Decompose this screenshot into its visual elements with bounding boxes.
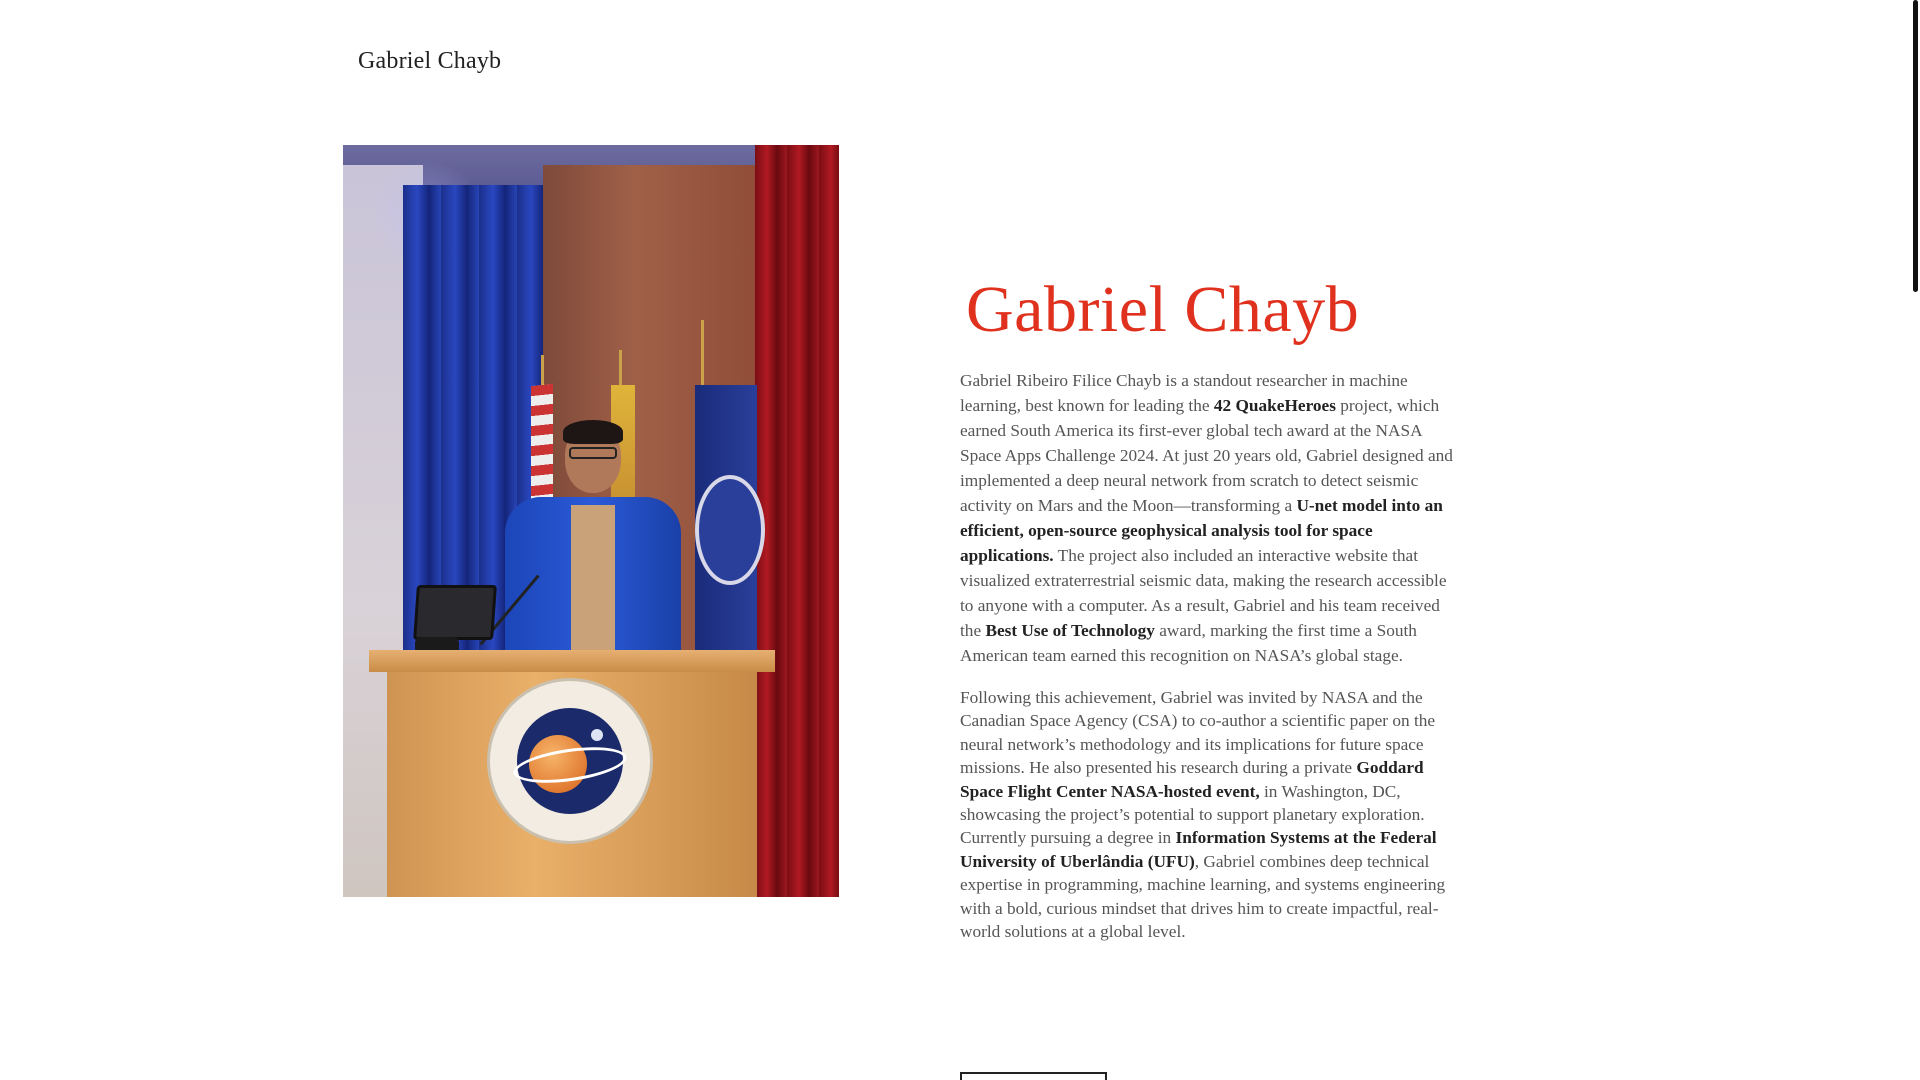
bio-text: award, marking the first time a South American team earned this recognition on NASA’s global stage. [960,621,1417,665]
bio-paragraph-1 [960,368,1455,668]
photo-nasa-seal-moon [591,729,603,741]
bio-text: Following this achievement, Gabriel was invited by NASA and the Canadian Space Agency (CSA) to co-author a scientific paper on the neural network’s methodology and its implications for future space missions. He also presented his research during a private [960,688,1436,778]
bio-text: in Washington, DC, showcasing the project’s potential to support planetary exploration. Currently pursuing a degree in [960,781,1425,848]
profile-photo [343,145,839,897]
bio-text: Gabriel Ribeiro Filice Chayb is a standout researcher in machine learning, best known for leading the [960,371,1408,415]
bio-paragraph-2 [960,686,1455,943]
bio-text: project, which earned South America its first-ever global tech award at the NASA Space Apps Challenge 2024. At just 20 years old, Gabriel designed and implemented a deep neural network from scratch to detect seismic activity on Mars and the Moon—transforming a [960,396,1453,515]
bio-highlight: 42 QuakeHeroes [1213,396,1336,415]
photo-nasa-flag-seal [695,475,765,585]
photo-red-curtain [755,145,839,897]
bio-highlight: U-net model into an efficient, open-source geophysical analysis tool for space applications. [960,496,1443,565]
bio-highlight: Information Systems at the Federal University of Uberlândia (UFU) [960,828,1437,871]
bio-highlight: Best Use of Technology [985,621,1155,640]
bio-text: , Gabriel combines deep technical expertise in programming, machine learning, and systems engineering with a bold, curious mindset that drives him to create impactful, real-world solutions at a global level. [960,851,1446,942]
scrollbar-thumb[interactable] [1913,0,1918,292]
cta-button[interactable] [960,1072,1107,1080]
bio-text: The project also included an interactive website that visualized extraterrestrial seismic data, making the research accessible to anyone with a computer. As a result, Gabriel and his team received the [960,546,1447,640]
photo-person-hair [563,420,623,444]
photo-monitor [413,585,497,640]
page-title: Gabriel Chayb [966,273,1360,346]
bio-highlight: Goddard Space Flight Center NASA-hosted event, [960,758,1424,801]
photo-podium-top [369,650,775,672]
site-title-link[interactable]: Gabriel Chayb [358,48,502,74]
photo-person-glasses [569,447,617,459]
